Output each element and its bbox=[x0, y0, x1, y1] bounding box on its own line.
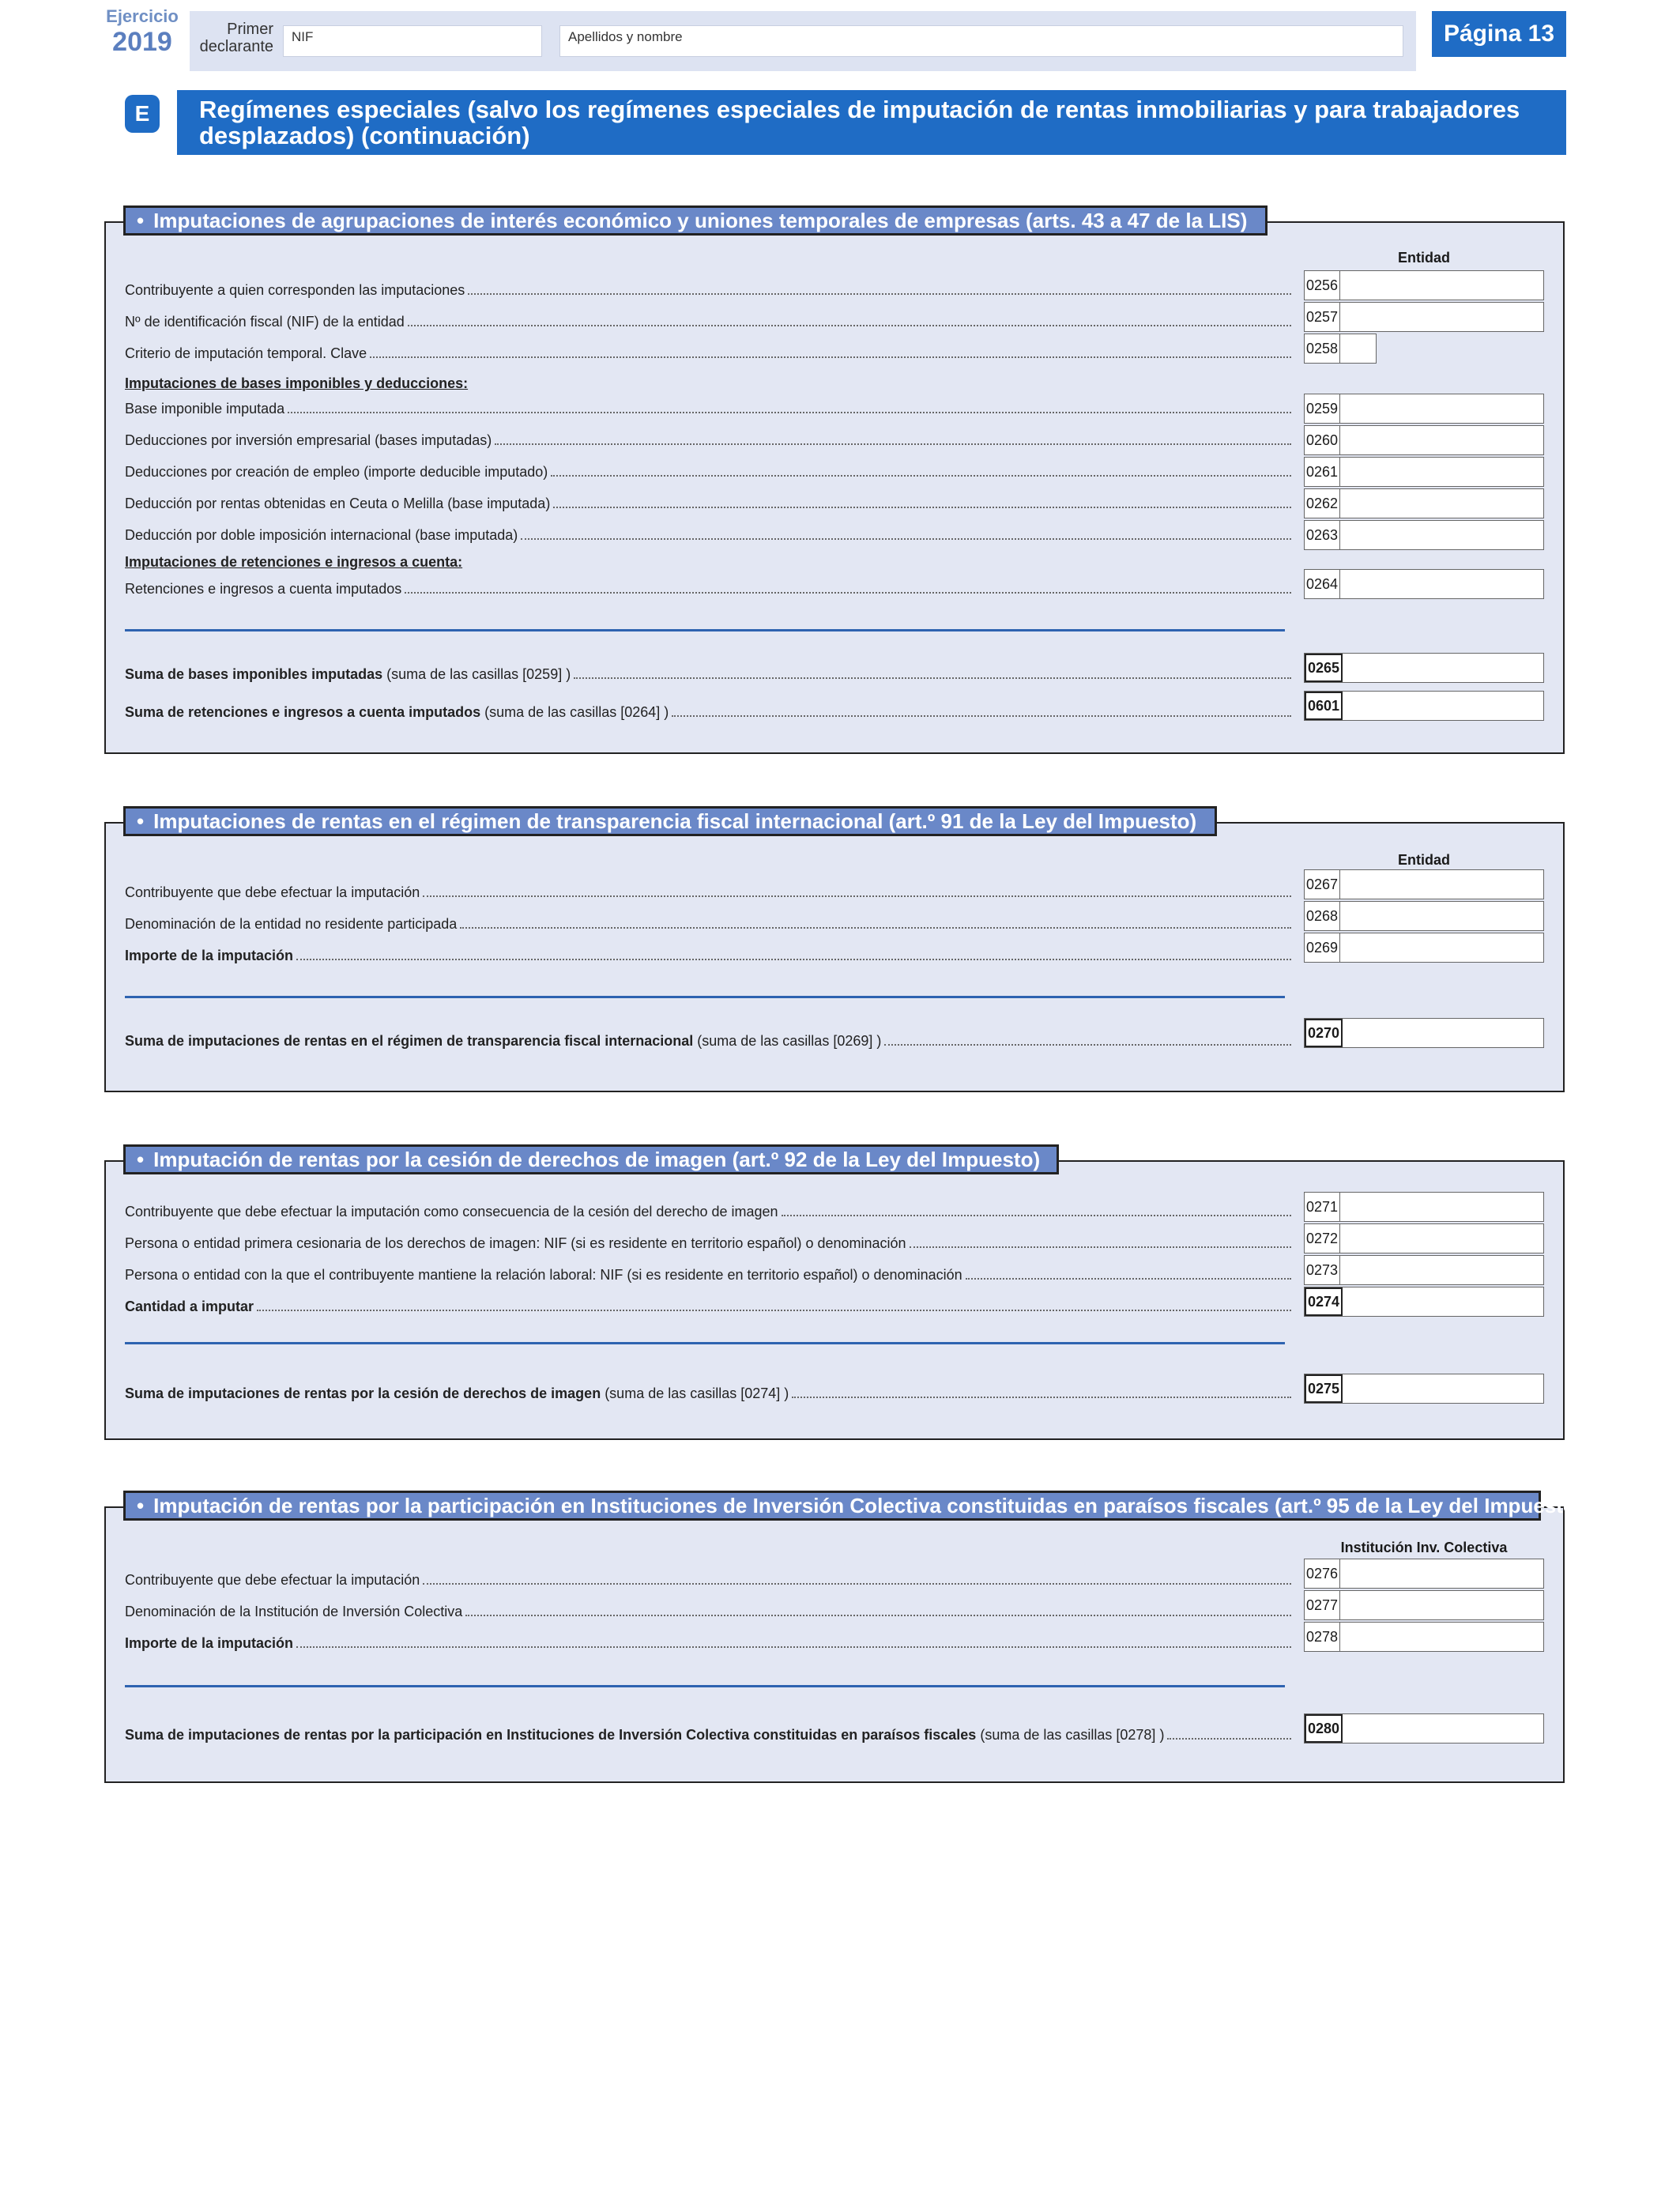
field-0274[interactable] bbox=[1304, 1287, 1544, 1317]
row-label: Denominación de la entidad no residente participada bbox=[125, 916, 458, 932]
row-label: Persona o entidad primera cesionaria de los derechos de imagen: NIF (si es residente en territorio español) o denominación bbox=[125, 1235, 906, 1251]
row-label: Deducción por doble imposición internacional (base imputada) bbox=[125, 527, 518, 543]
field-0269[interactable] bbox=[1304, 933, 1544, 963]
row-0262 bbox=[125, 495, 1291, 512]
box-code: 0261 bbox=[1305, 458, 1340, 486]
primer-declarante-label: Primer declarante bbox=[199, 21, 273, 55]
leader-dots bbox=[551, 475, 1291, 477]
leader-dots bbox=[521, 538, 1291, 540]
row-label bbox=[125, 1726, 1167, 1744]
field-0261[interactable] bbox=[1304, 457, 1544, 487]
row-0278 bbox=[125, 1634, 1291, 1652]
field-0267[interactable] bbox=[1304, 869, 1544, 899]
leader-dots bbox=[966, 1278, 1291, 1280]
section-derechos-imagen-title: • Imputación de rentas por la cesión de derechos de imagen (art.º 92 de la Ley del Impuesto) bbox=[123, 1144, 1059, 1174]
row-0274 bbox=[125, 1298, 1291, 1315]
row-0263 bbox=[125, 526, 1291, 544]
box-code: 0277 bbox=[1305, 1591, 1340, 1619]
leader-dots bbox=[468, 293, 1291, 295]
section-aie-ute-title: • Imputaciones de agrupaciones de interés económico y uniones temporales de empresas (arts. 43 a 47 de la LIS) bbox=[123, 205, 1268, 236]
row-label bbox=[125, 703, 672, 721]
section-letter-badge: E bbox=[125, 95, 160, 133]
row-0270 bbox=[125, 1032, 1291, 1050]
ejercicio-year: 2019 bbox=[112, 27, 172, 57]
field-0258[interactable] bbox=[1304, 334, 1377, 364]
leader-dots bbox=[288, 412, 1291, 413]
sum-label-bold: Suma de imputaciones de rentas en el régimen de transparencia fiscal internacional bbox=[125, 1033, 694, 1049]
field-0601[interactable] bbox=[1304, 691, 1544, 721]
row-label: Cantidad a imputar bbox=[125, 1299, 254, 1314]
box-code: 0275 bbox=[1305, 1374, 1343, 1403]
separator-line bbox=[125, 1342, 1285, 1344]
row-label: Importe de la imputación bbox=[125, 1635, 294, 1651]
row-label: Importe de la imputación bbox=[125, 948, 294, 963]
sum-label-rest: (suma de las casillas [0269] ) bbox=[693, 1033, 882, 1049]
box-code: 0265 bbox=[1305, 654, 1343, 682]
leader-dots bbox=[408, 325, 1291, 326]
row-label: Nº de identificación fiscal (NIF) de la entidad bbox=[125, 314, 405, 330]
leader-dots bbox=[296, 1646, 1291, 1648]
section-transparencia-title-text: Imputaciones de rentas en el régimen de transparencia fiscal internacional (art.º 91 de la Ley del Impuesto) bbox=[153, 809, 1197, 833]
box-code: 0258 bbox=[1305, 334, 1340, 363]
row-0275 bbox=[125, 1385, 1291, 1402]
box-code: 0273 bbox=[1305, 1256, 1340, 1284]
box-code: 0259 bbox=[1305, 394, 1340, 423]
sum-label-rest: (suma de las casillas [0274] ) bbox=[601, 1385, 789, 1401]
box-code: 0272 bbox=[1305, 1224, 1340, 1253]
box-code: 0601 bbox=[1305, 692, 1343, 720]
separator-line bbox=[125, 996, 1285, 998]
row-0264 bbox=[125, 580, 1291, 598]
row-0269 bbox=[125, 947, 1291, 964]
ejercicio-label: Ejercicio bbox=[106, 6, 179, 26]
field-0265[interactable] bbox=[1304, 653, 1544, 683]
row-0265 bbox=[125, 665, 1291, 683]
leader-dots bbox=[884, 1044, 1291, 1046]
row-0259 bbox=[125, 400, 1291, 417]
row-label: Retenciones e ingresos a cuenta imputados bbox=[125, 581, 402, 597]
section-aie-ute-title-text: Imputaciones de agrupaciones de interés económico y uniones temporales de empresas (arts. 43 a 47 de la LIS) bbox=[153, 208, 1248, 232]
leader-dots bbox=[370, 356, 1291, 358]
row-label: Contribuyente que debe efectuar la imputación bbox=[125, 1572, 420, 1588]
field-0273[interactable] bbox=[1304, 1255, 1544, 1285]
section-transparencia-title: • Imputaciones de rentas en el régimen de transparencia fiscal internacional (art.º 91 de la Ley del Impuesto) bbox=[123, 806, 1217, 836]
row-label: Imputaciones de bases imponibles y deducciones: bbox=[125, 375, 469, 391]
row-0268 bbox=[125, 915, 1291, 933]
field-0271[interactable] bbox=[1304, 1192, 1544, 1222]
row-label: Contribuyente que debe efectuar la imputación bbox=[125, 884, 420, 900]
box-code: 0276 bbox=[1305, 1559, 1340, 1588]
row-0267 bbox=[125, 884, 1291, 901]
field-0275[interactable] bbox=[1304, 1374, 1544, 1404]
row-label: Contribuyente a quien corresponden las imputaciones bbox=[125, 282, 465, 298]
row-0277 bbox=[125, 1603, 1291, 1620]
nif-field[interactable] bbox=[283, 25, 542, 57]
leader-dots bbox=[553, 507, 1291, 508]
box-code: 0278 bbox=[1305, 1623, 1340, 1651]
row-label: Criterio de imputación temporal. Clave bbox=[125, 345, 367, 361]
row-label bbox=[125, 1032, 884, 1050]
row-0601 bbox=[125, 703, 1291, 721]
leader-dots bbox=[792, 1397, 1291, 1398]
row-label bbox=[125, 665, 574, 683]
row-label bbox=[125, 1385, 792, 1402]
field-0259[interactable] bbox=[1304, 394, 1544, 424]
row-label: Deducciones por creación de empleo (importe deducible imputado) bbox=[125, 464, 548, 480]
section-derechos-imagen-title-text: Imputación de rentas por la cesión de derechos de imagen (art.º 92 de la Ley del Impuesto) bbox=[153, 1147, 1041, 1171]
box-code: 0256 bbox=[1305, 271, 1340, 300]
box-code: 0262 bbox=[1305, 489, 1340, 518]
field-0272[interactable] bbox=[1304, 1223, 1544, 1253]
leader-dots bbox=[296, 959, 1291, 960]
field-0264[interactable] bbox=[1304, 569, 1544, 599]
row-label: Denominación de la Institución de Inversión Colectiva bbox=[125, 1604, 463, 1619]
field-0262[interactable] bbox=[1304, 488, 1544, 518]
section-title: Regímenes especiales (salvo los regímenes especiales de imputación de rentas inmobiliarias y para trabajadores desplazados) (continuación) bbox=[177, 90, 1566, 155]
row-0276 bbox=[125, 1571, 1291, 1589]
row-0273 bbox=[125, 1266, 1291, 1284]
box-code: 0271 bbox=[1305, 1193, 1340, 1221]
leader-dots bbox=[782, 1215, 1291, 1216]
row-label: Contribuyente que debe efectuar la imputación como consecuencia de la cesión del derecho de imagen bbox=[125, 1204, 778, 1220]
field-0268[interactable] bbox=[1304, 901, 1544, 931]
leader-dots bbox=[672, 715, 1291, 717]
col-header-entidad: Entidad bbox=[1398, 852, 1450, 868]
row-0272 bbox=[125, 1235, 1291, 1252]
section-iic-paraisos-title: • Imputación de rentas por la participación en Instituciones de Inversión Colectiva constituidas en paraísos fiscales (art.º 95 de la Ley del Impuesto) bbox=[123, 1491, 1541, 1521]
row-0260 bbox=[125, 432, 1291, 449]
box-code: 0257 bbox=[1305, 303, 1340, 331]
name-field[interactable] bbox=[559, 25, 1403, 57]
page-number: Página 13 bbox=[1432, 11, 1566, 57]
field-0257[interactable] bbox=[1304, 302, 1544, 332]
leader-dots bbox=[405, 592, 1291, 594]
row-label: Imputaciones de retenciones e ingresos a cuenta: bbox=[125, 554, 463, 570]
field-0276[interactable] bbox=[1304, 1559, 1544, 1589]
field-0280[interactable] bbox=[1304, 1713, 1544, 1744]
leader-dots bbox=[495, 443, 1291, 445]
field-0256[interactable] bbox=[1304, 270, 1544, 300]
box-code: 0270 bbox=[1305, 1019, 1343, 1047]
row-0280 bbox=[125, 1726, 1291, 1744]
col-header-institucion: Institución Inv. Colectiva bbox=[1340, 1540, 1508, 1555]
box-code: 0267 bbox=[1305, 870, 1340, 899]
field-0270[interactable] bbox=[1304, 1018, 1544, 1048]
leader-dots bbox=[1167, 1738, 1291, 1740]
row-label: Persona o entidad con la que el contribuyente mantiene la relación laboral: NIF (si es residente en territorio español) o denominación bbox=[125, 1267, 962, 1283]
sum-label-bold: Suma de imputaciones de rentas por la participación en Instituciones de Inversión Colectiva constituidas en paraísos fiscales bbox=[125, 1727, 977, 1743]
row-0271 bbox=[125, 1203, 1291, 1220]
leader-dots bbox=[257, 1310, 1291, 1311]
row-0258 bbox=[125, 345, 1291, 362]
sum-label-rest: (suma de las casillas [0264] ) bbox=[480, 704, 669, 720]
row-label: Base imponible imputada bbox=[125, 401, 285, 417]
sum-label-rest: (suma de las casillas [0259] ) bbox=[382, 666, 571, 682]
box-code: 0264 bbox=[1305, 570, 1340, 598]
row-0261 bbox=[125, 463, 1291, 481]
leader-dots bbox=[465, 1615, 1291, 1616]
sum-label-bold: Suma de retenciones e ingresos a cuenta imputados bbox=[125, 704, 481, 720]
name-label: Apellidos y nombre bbox=[568, 29, 683, 44]
col-header-entidad: Entidad bbox=[1398, 250, 1450, 266]
box-code: 0269 bbox=[1305, 933, 1340, 962]
box-code: 0274 bbox=[1305, 1287, 1343, 1316]
field-0263[interactable] bbox=[1304, 520, 1544, 550]
row-0257 bbox=[125, 313, 1291, 330]
sum-label-bold: Suma de imputaciones de rentas por la cesión de derechos de imagen bbox=[125, 1385, 601, 1401]
subheading-bases bbox=[125, 375, 1291, 392]
field-0278[interactable] bbox=[1304, 1622, 1544, 1652]
leader-dots bbox=[574, 677, 1291, 679]
row-0256 bbox=[125, 281, 1291, 299]
sum-label-rest: (suma de las casillas [0278] ) bbox=[976, 1727, 1165, 1743]
leader-dots bbox=[423, 895, 1291, 897]
separator-line bbox=[125, 629, 1285, 631]
leader-dots bbox=[460, 927, 1291, 929]
sum-label-bold: Suma de bases imponibles imputadas bbox=[125, 666, 383, 682]
separator-line bbox=[125, 1685, 1285, 1687]
row-label: Deducción por rentas obtenidas en Ceuta o Melilla (base imputada) bbox=[125, 496, 551, 511]
field-0260[interactable] bbox=[1304, 425, 1544, 455]
subheading-retenciones bbox=[125, 553, 1291, 571]
box-code: 0260 bbox=[1305, 426, 1340, 454]
row-label: Deducciones por inversión empresarial (bases imputadas) bbox=[125, 432, 492, 448]
box-code: 0280 bbox=[1305, 1714, 1343, 1743]
box-code: 0268 bbox=[1305, 902, 1340, 930]
leader-dots bbox=[910, 1246, 1291, 1248]
box-code: 0263 bbox=[1305, 521, 1340, 549]
section-iic-paraisos-title-text: Imputación de rentas por la participación en Instituciones de Inversión Colectiva constituidas en paraísos fiscales (art.º 95 de la Ley del Impuesto) bbox=[153, 1493, 1583, 1517]
leader-dots bbox=[423, 1583, 1291, 1585]
nif-label: NIF bbox=[292, 29, 314, 44]
field-0277[interactable] bbox=[1304, 1590, 1544, 1620]
